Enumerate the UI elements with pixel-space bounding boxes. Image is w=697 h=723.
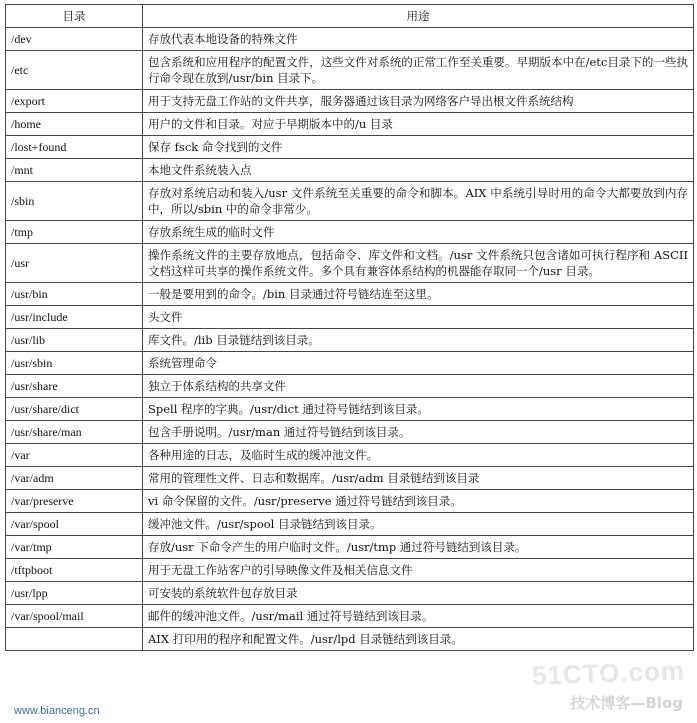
dir-cell: /usr/include [6, 306, 143, 329]
purpose-cell: 存放对系统启动和装入/usr 文件系统至关重要的命令和脚本。AIX 中系统引导时用的命令大都要放到内存中，所以/sbin 中的命令非常少。 [143, 182, 694, 221]
purpose-cell: AIX 打印用的程序和配置文件。/usr/lpd 目录链结到该目录。 [143, 628, 694, 651]
purpose-cell: 保存 fsck 命令找到的文件 [143, 136, 694, 159]
dir-cell: /usr/lpp [6, 582, 143, 605]
dir-cell: /home [6, 113, 143, 136]
purpose-cell: 各种用途的日志，及临时生成的缓冲池文件。 [143, 444, 694, 467]
table-row [6, 113, 694, 136]
purpose-cell: 系统管理命令 [143, 352, 694, 375]
purpose-cell: 可安装的系统软件包存放目录 [143, 582, 694, 605]
dir-cell: /usr/share/dict [6, 398, 143, 421]
purpose-cell: 一般是要用到的命令。/bin 目录通过符号链结连至这里。 [143, 283, 694, 306]
table-row [6, 352, 694, 375]
dir-cell: /tftpboot [6, 559, 143, 582]
purpose-cell: 独立于体系结构的共享文件 [143, 375, 694, 398]
dir-cell: /usr/sbin [6, 352, 143, 375]
dir-cell: /lost+found [6, 136, 143, 159]
table-row [6, 90, 694, 113]
table-row [6, 329, 694, 352]
purpose-cell: 常用的管理性文件、日志和数据库。/usr/adm 目录链结到该目录 [143, 467, 694, 490]
table-row [6, 283, 694, 306]
dir-cell: /etc [6, 51, 143, 90]
table-row [6, 490, 694, 513]
purpose-cell: 缓冲池文件。/usr/spool 目录链结到该目录。 [143, 513, 694, 536]
table-row [6, 444, 694, 467]
table-row [6, 398, 694, 421]
dir-cell: /var [6, 444, 143, 467]
purpose-cell: Spell 程序的字典。/usr/dict 通过符号链结到该目录。 [143, 398, 694, 421]
table-row [6, 51, 694, 90]
purpose-cell: vi 命令保留的文件。/usr/preserve 通过符号链结到该目录。 [143, 490, 694, 513]
dir-cell: /var/spool/mail [6, 605, 143, 628]
header-dir: 目录 [6, 5, 143, 28]
table-row [6, 136, 694, 159]
purpose-cell: 用于无盘工作站客户的引导映像文件及相关信息文件 [143, 559, 694, 582]
table-row [6, 159, 694, 182]
table-row [6, 28, 694, 51]
dir-cell: /var/adm [6, 467, 143, 490]
dir-cell: /export [6, 90, 143, 113]
table-header-row [6, 5, 694, 28]
table-row [6, 605, 694, 628]
dir-cell: /usr/share/man [6, 421, 143, 444]
purpose-cell: 存放/usr 下命令产生的用户临时文件。/usr/tmp 通过符号链结到该目录。 [143, 536, 694, 559]
table-row [6, 559, 694, 582]
directory-table [5, 4, 694, 651]
dir-cell: /var/spool [6, 513, 143, 536]
dir-cell: /dev [6, 28, 143, 51]
purpose-cell: 包含系统和应用程序的配置文件，这些文件对系统的正常工作至关重要。早期版本中在/etc目录下的一些执行命令现在放到/usr/bin 目录下。 [143, 51, 694, 90]
purpose-cell: 存放代表本地设备的特殊文件 [143, 28, 694, 51]
table-row [6, 582, 694, 605]
table-row [6, 628, 694, 651]
watermark-url: www.bianceng.cn [14, 705, 100, 717]
dir-cell [6, 628, 143, 651]
table-row [6, 182, 694, 221]
dir-cell: /sbin [6, 182, 143, 221]
purpose-cell: 邮件的缓冲池文件。/usr/mail 通过符号链结到该目录。 [143, 605, 694, 628]
dir-cell: /usr/share [6, 375, 143, 398]
purpose-cell: 操作系统文件的主要存放地点，包括命令、库文件和文档。/usr 文件系统只包含诸如可执行程序和 ASCII 文档这样可共享的操作系统文件。多个具有兼容体系结构的机器能存取同一个/usr 目录。 [143, 244, 694, 283]
dir-cell: /var/tmp [6, 536, 143, 559]
header-purpose: 用途 [143, 5, 694, 28]
dir-cell: /tmp [6, 221, 143, 244]
table-row [6, 467, 694, 490]
table-row [6, 221, 694, 244]
table-row [6, 306, 694, 329]
table-row [6, 244, 694, 283]
purpose-cell: 存放系统生成的临时文件 [143, 221, 694, 244]
dir-cell: /usr [6, 244, 143, 283]
dir-cell: /mnt [6, 159, 143, 182]
dir-cell: /usr/lib [6, 329, 143, 352]
table-row [6, 375, 694, 398]
table-row [6, 421, 694, 444]
watermark-blog-tag: 技术博客—Blog [570, 694, 683, 712]
watermark-logo: 51CTO.com [531, 655, 686, 691]
purpose-cell: 头文件 [143, 306, 694, 329]
dir-cell: /usr/bin [6, 283, 143, 306]
purpose-cell: 包含手册说明。/usr/man 通过符号链结到该目录。 [143, 421, 694, 444]
table-row [6, 513, 694, 536]
purpose-cell: 用户的文件和目录。对应于早期版本中的/u 目录 [143, 113, 694, 136]
purpose-cell: 本地文件系统装入点 [143, 159, 694, 182]
purpose-cell: 用于支持无盘工作站的文件共享，服务器通过该目录为网络客户导出根文件系统结构 [143, 90, 694, 113]
purpose-cell: 库文件。/lib 目录链结到该目录。 [143, 329, 694, 352]
dir-cell: /var/preserve [6, 490, 143, 513]
table-row [6, 536, 694, 559]
